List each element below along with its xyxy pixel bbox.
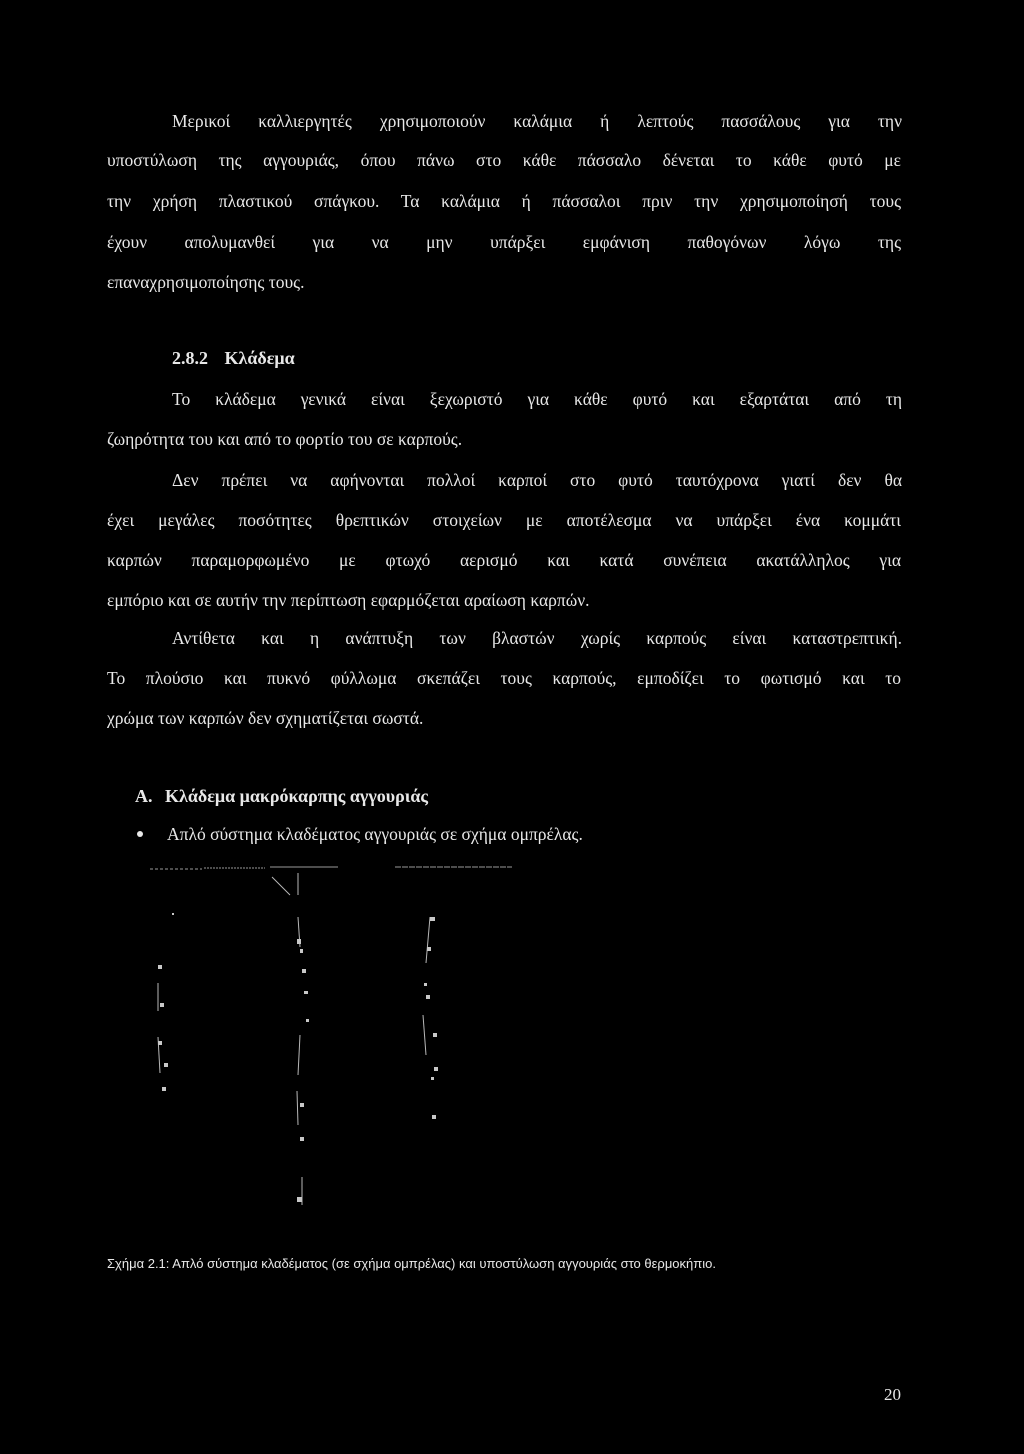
text-line: Δεν πρέπει να αφήνονται πολλοί καρποί στο φυτό ταυτόχρονα γιατί δεν θα (172, 470, 902, 490)
text-line: Αντίθετα και η ανάπτυξη των βλαστών χωρίς καρπούς είναι καταστρεπτική. (172, 628, 902, 648)
text-line: έχει μεγάλες ποσότητες θρεπτικών στοιχείων με αποτέλεσμα να υπάρξει ένα κομμάτι (107, 510, 901, 530)
text-line: Μερικοί καλλιεργητές χρησιμοποιούν καλάμια ή λεπτούς πασσάλους για την (172, 111, 902, 131)
wire-lines (150, 867, 512, 869)
leaf-marks (158, 913, 438, 1202)
text-line: χρώμα των καρπών δεν σχηματίζεται σωστά. (107, 708, 424, 728)
section-heading (172, 347, 295, 369)
plant-stems (158, 873, 430, 1205)
section-number: 2.8.2 (172, 348, 208, 368)
figure-caption: Σχήμα 2.1: Απλό σύστημα κλαδέματος (σε σχήμα ομπρέλας) και υποστύλωση αγγουριάς στο θερμοκήπιο. (107, 1256, 716, 1271)
text-line: υποστύλωση της αγγουριάς, όπου πάνω στο κάθε πάσσαλο δένεται το κάθε φυτό με (107, 150, 901, 170)
page-number: 20 (884, 1385, 901, 1404)
text-line: έχουν απολυμανθεί για να μην υπάρξει εμφάνιση παθογόνων λόγω της (107, 232, 901, 252)
text-line: εμπόριο και σε αυτήν την περίπτωση εφαρμόζεται αραίωση καρπών. (107, 590, 590, 610)
subsection-heading (135, 785, 428, 807)
text-line: καρπών παραμορφωμένο με φτωχό αερισμό και κατά συνέπεια ακατάλληλος για (107, 550, 901, 570)
section-title: Κλάδεμα (224, 348, 295, 368)
subsection-letter: Α. (135, 786, 153, 806)
text-line: ζωηρότητα του και από το φορτίο του σε καρπούς. (107, 429, 463, 449)
text-line: Το πλούσιο και πυκνό φύλλωμα σκεπάζει τους καρπούς, εμποδίζει το φωτισμό και το (107, 668, 901, 688)
bullet-text: Απλό σύστημα κλαδέματος αγγουριάς σε σχήμα ομπρέλας. (167, 824, 583, 844)
subsection-title: Κλάδεμα μακρόκαρπης αγγουριάς (165, 786, 428, 806)
text-line: επαναχρησιμοποίησης τους. (107, 272, 305, 292)
bullet-dot-icon (137, 831, 143, 837)
text-line: Το κλάδεμα γενικά είναι ξεχωριστό για κάθε φυτό και εξαρτάται από τη (172, 389, 902, 409)
text-line: την χρήση πλαστικού σπάγκου. Τα καλάμια ή πάσσαλοι πριν την χρησιμοποίησή τους (107, 191, 901, 211)
figure-drawing (140, 855, 520, 1215)
